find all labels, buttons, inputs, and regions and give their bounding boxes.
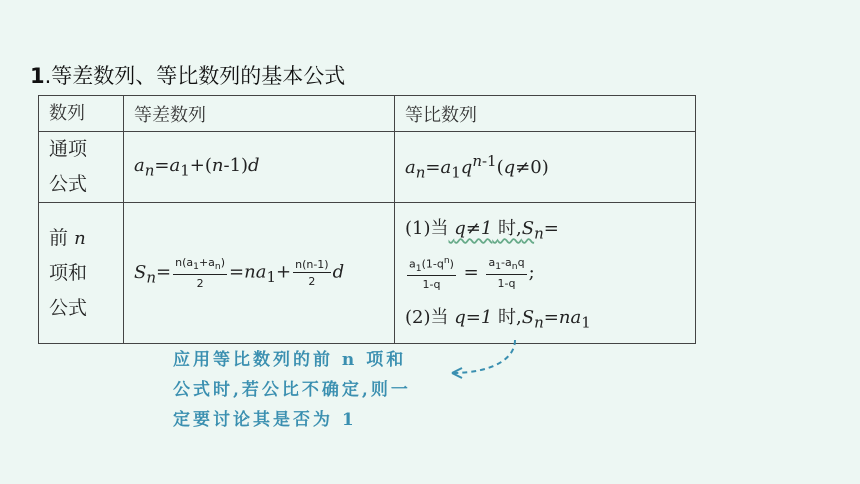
row-label-sum: 前 n 项和 公式 xyxy=(39,203,124,344)
arithmetic-general-formula: $a_n=a_1+(n-1)d$ xyxy=(124,132,395,203)
arithmetic-sum-formula: $S_n=$ $\frac{n(a_1+a_n)}{2}$ $=na_1+$ $\frac{n(n-1)}{2}$ d xyxy=(124,203,395,344)
header-cell-sequence: 数列 xyxy=(39,96,124,132)
table-row-general-term xyxy=(39,132,696,203)
section-title: 1.等差数列、等比数列的基本公式 xyxy=(30,64,346,88)
annotation-arrow-icon xyxy=(440,335,530,380)
table-row-sum xyxy=(39,203,696,344)
geometric-general-formula: $a_n=a_1q^{n-1}(q\ne 0)$ xyxy=(395,132,696,203)
annotation-note: 应用等比数列的前 n 项和公式时,若公比不确定,则一定要讨论其是否为 1 xyxy=(173,350,411,430)
formula-table xyxy=(38,95,696,344)
table-header-row xyxy=(39,96,696,132)
header-cell-arithmetic: 等差数列 xyxy=(124,96,395,132)
header-cell-geometric: 等比数列 xyxy=(395,96,696,132)
row-label-general-term: 通项 公式 xyxy=(39,132,124,203)
geometric-sum-formula: (1)当 q≠1 时$,S_n=$ $\frac{a_1(1-q^n)}{1-q}$ = $\frac{a_1-a_nq}{1-q}$ ; (2)当 q=1 时$,S_n=na_1$ xyxy=(395,203,696,344)
